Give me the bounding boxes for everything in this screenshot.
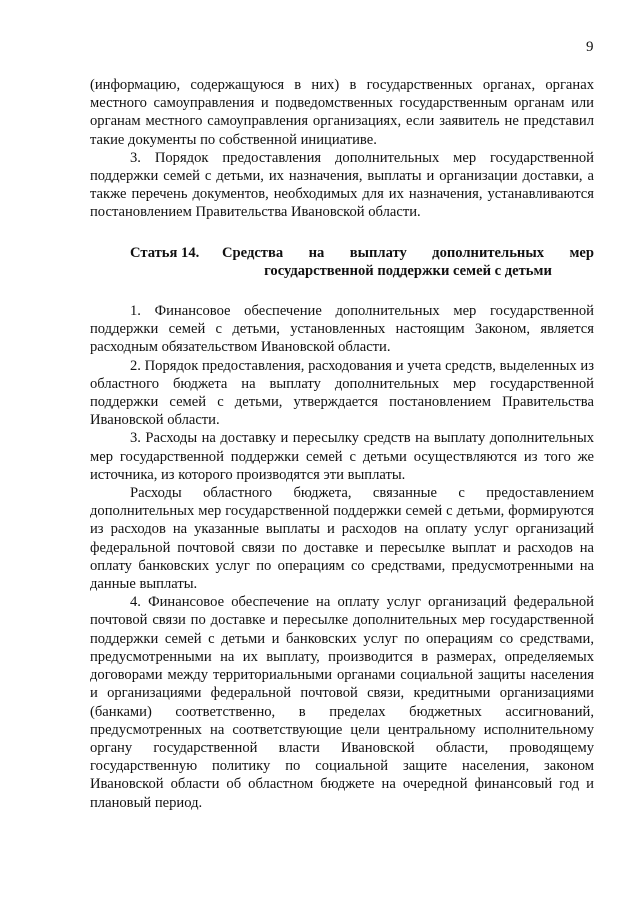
paragraph-4-services-financing: 4. Финансовое обеспечение на оплату услуг организаций федеральной почтовой связи по доставке и пересылке дополнительных мер государственной поддержки семей с детьми и банковских услуг по операциям со средствами, предусмотренными на их выплату, производится в размерах, определяемых договорами между территориальными органами социальной защиты населения и организациями федеральной почтовой связи, кредитными организациями (банками) соответственно, в пределах бюджетных ассигнований, предусмотренных на соответствующие цели центральному исполнительному органу государственной власти Ивановской области, проводящему государственную политику по социальной защите населения, законом Ивановской области об областном бюджете на очередной финансовый год и плановый период. bbox=[90, 594, 594, 811]
paragraph-budget-expenses: Расходы областного бюджета, связанные с предоставлением дополнительных мер государственной поддержки семей с детьми, формируются из расходов на указанные выплаты и расходов на оплату услуг организаций федеральной почтовой связи по доставке и пересылке выплат и расходов на оплату банковских услуг по операциям со средствами, предусмотренными на данные выплаты. bbox=[90, 485, 594, 593]
document-body bbox=[90, 76, 594, 812]
paragraph-3-procedure: 3. Порядок предоставления дополнительных мер государственной поддержки семей с детьми, их назначения, выплаты и организации доставки, а также перечень документов, необходимых для их назначения, устанавливаются постановлением Правительства Ивановской области. bbox=[90, 149, 594, 221]
article-title: Средства на выплату дополнительных мер государственной поддержки семей с детьми bbox=[222, 244, 594, 279]
paragraph-2-order: 2. Порядок предоставления, расходования и учета средств, выделенных из областного бюджета на выплату дополнительных мер государственной поддержки семей с детьми, утверждается постановлением Правительства Ивановской области. bbox=[90, 357, 594, 429]
article-heading bbox=[90, 244, 594, 280]
page-number: 9 bbox=[586, 39, 594, 55]
article-label: Статья 14. bbox=[130, 244, 200, 261]
paragraph-continued: (информацию, содержащуюся в них) в государственных органах, органах местного самоуправления и подведомственных государственным органам или органам местного самоуправления организациях, если заявитель не представил такие документы по собственной инициативе. bbox=[90, 77, 594, 148]
paragraph-3-delivery-costs: 3. Расходы на доставку и пересылку средств на выплату дополнительных мер государственной поддержки семей с детьми осуществляются из того же источника, из которого производятся эти выплаты. bbox=[90, 430, 594, 483]
paragraph-1-financing: 1. Финансовое обеспечение дополнительных мер государственной поддержки семей с детьми, установленных настоящим Законом, является расходным обязательством Ивановской области. bbox=[90, 303, 594, 356]
